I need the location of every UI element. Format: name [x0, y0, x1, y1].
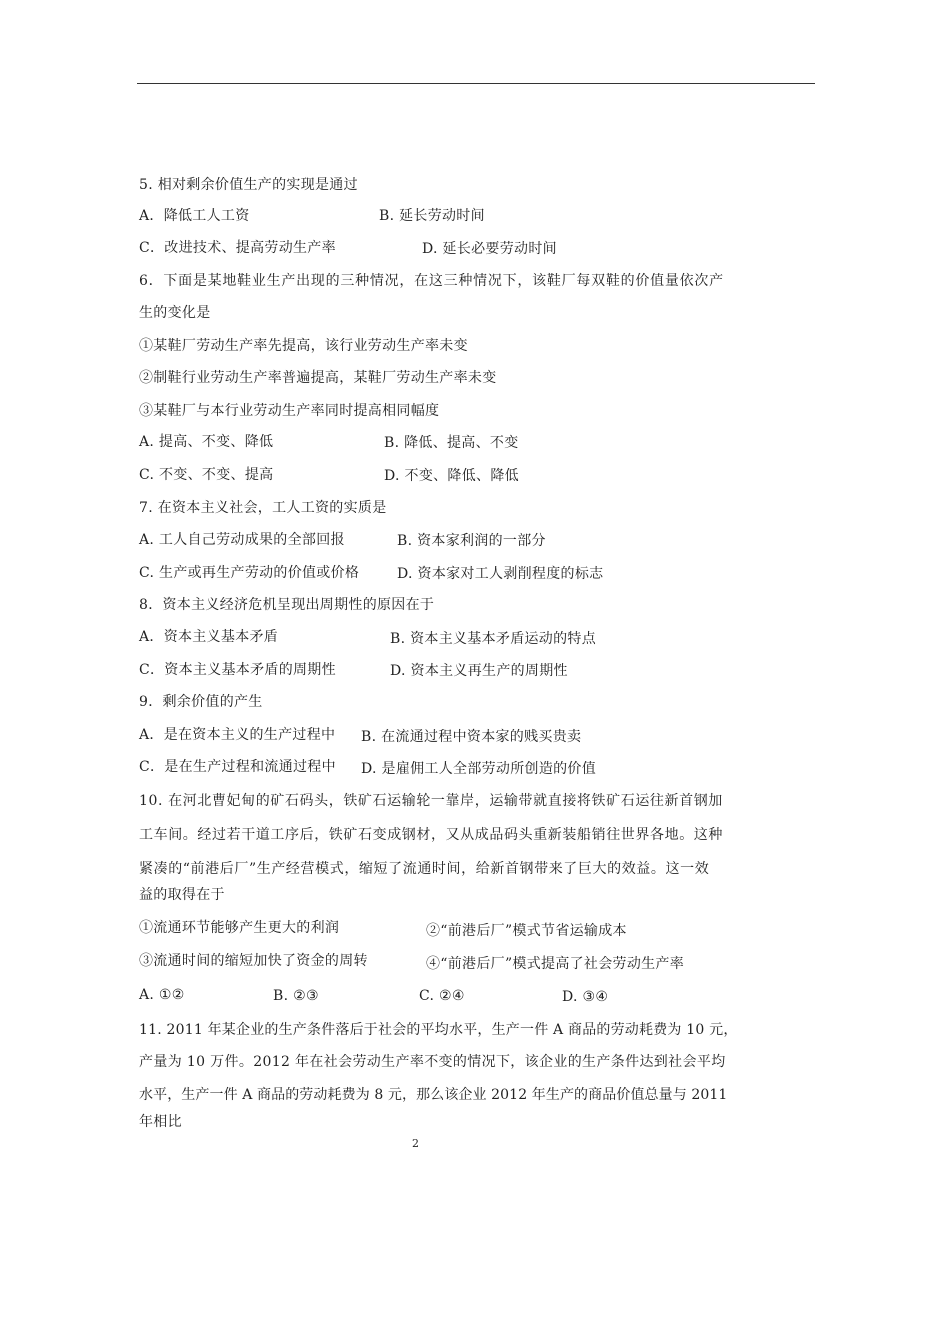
question-10-option-d: D. ③④ — [562, 989, 609, 1005]
question-11-stem-line-4: 年相比 — [139, 1114, 182, 1130]
question-10-stem-line-1: 10. 在河北曹妃甸的矿石码头，铁矿石运输轮一靠岸，运输带就直接将铁矿石运往新首钢加 — [139, 793, 723, 809]
question-8-option-a: A．资本主义基本矛盾 — [139, 629, 279, 645]
question-6-item-3: ③某鞋厂与本行业劳动生产率同时提高相同幅度 — [139, 403, 440, 419]
question-11-stem-line-3: 水平，生产一件 A 商品的劳动耗费为 8 元，那么该企业 2012 年生产的商品价值总量与 2011 — [139, 1087, 728, 1103]
question-10-item-4: ④“前港后厂”模式提高了社会劳动生产率 — [426, 956, 685, 972]
question-7-option-a: A. 工人自己劳动成果的全部回报 — [139, 532, 345, 548]
question-9-option-c: C．是在生产过程和流通过程中 — [139, 759, 336, 775]
question-7-option-d: D. 资本家对工人剥削程度的标志 — [397, 566, 604, 582]
question-10-stem-line-4: 益的取得在于 — [139, 887, 225, 903]
question-10-item-3: ③流通时间的缩短加快了资金的周转 — [139, 953, 368, 969]
question-8-option-b: B. 资本主义基本矛盾运动的特点 — [390, 631, 596, 647]
question-6-option-d: D. 不变、降低、降低 — [384, 468, 519, 484]
question-5-option-a: A．降低工人工资 — [139, 208, 250, 224]
question-9-option-a: A．是在资本主义的生产过程中 — [139, 727, 336, 743]
question-9-option-b: B. 在流通过程中资本家的贱买贵卖 — [361, 729, 582, 745]
question-11-stem-line-2: 产量为 10 万件。2012 年在社会劳动生产率不变的情况下，该企业的生产条件达到社会平均 — [139, 1054, 726, 1070]
question-5-option-b: B. 延长劳动时间 — [379, 208, 485, 224]
question-6-option-a: A. 提高、不变、降低 — [139, 434, 274, 450]
question-8-option-c: C．资本主义基本矛盾的周期性 — [139, 662, 336, 678]
question-10-option-b: B. ②③ — [273, 988, 319, 1004]
question-10-item-2: ②“前港后厂”模式节省运输成本 — [426, 923, 627, 939]
question-5-option-d: D. 延长必要劳动时间 — [422, 241, 557, 257]
question-10-stem-line-2: 工车间。经过若干道工序后，铁矿石变成钢材，又从成品码头重新装船销往世界各地。这种 — [139, 827, 723, 843]
question-5-stem: 5. 相对剩余价值生产的实现是通过 — [139, 177, 358, 193]
question-10-option-c: C. ②④ — [419, 988, 465, 1004]
question-8-option-d: D. 资本主义再生产的周期性 — [390, 663, 568, 679]
question-6-item-2: ②制鞋行业劳动生产率普遍提高，某鞋厂劳动生产率未变 — [139, 370, 497, 386]
page-number: 2 — [412, 1137, 419, 1150]
question-7-option-c: C. 生产或再生产劳动的价值或价格 — [139, 565, 360, 581]
question-10-option-a: A. ①② — [139, 987, 185, 1003]
question-7-stem: 7. 在资本主义社会，工人工资的实质是 — [139, 500, 387, 516]
question-9-stem: 9．剩余价值的产生 — [139, 694, 263, 710]
question-6-item-1: ①某鞋厂劳动生产率先提高，该行业劳动生产率未变 — [139, 338, 468, 354]
question-9-option-d: D. 是雇佣工人全部劳动所创造的价值 — [361, 761, 597, 777]
question-8-stem: 8．资本主义经济危机呈现出周期性的原因在于 — [139, 597, 435, 613]
question-10-stem-line-3: 紧凑的“前港后厂”生产经营模式，缩短了流通时间，给新首钢带来了巨大的效益。这一效 — [139, 861, 710, 877]
question-6-stem-line-2: 生的变化是 — [139, 305, 211, 321]
question-11-stem-line-1: 11. 2011 年某企业的生产条件落后于社会的平均水平，生产一件 A 商品的劳动耗费为 10 元， — [139, 1022, 738, 1038]
question-5-option-c: C．改进技术、提高劳动生产率 — [139, 240, 336, 256]
question-6-option-b: B. 降低、提高、不变 — [384, 435, 519, 451]
question-10-item-1: ①流通环节能够产生更大的利润 — [139, 920, 340, 936]
question-6-option-c: C. 不变、不变、提高 — [139, 467, 274, 483]
question-6-stem-line-1: 6．下面是某地鞋业生产出现的三种情况，在这三种情况下，该鞋厂每双鞋的价值量依次产 — [139, 273, 724, 289]
header-rule — [137, 83, 815, 84]
question-7-option-b: B. 资本家利润的一部分 — [397, 533, 546, 549]
